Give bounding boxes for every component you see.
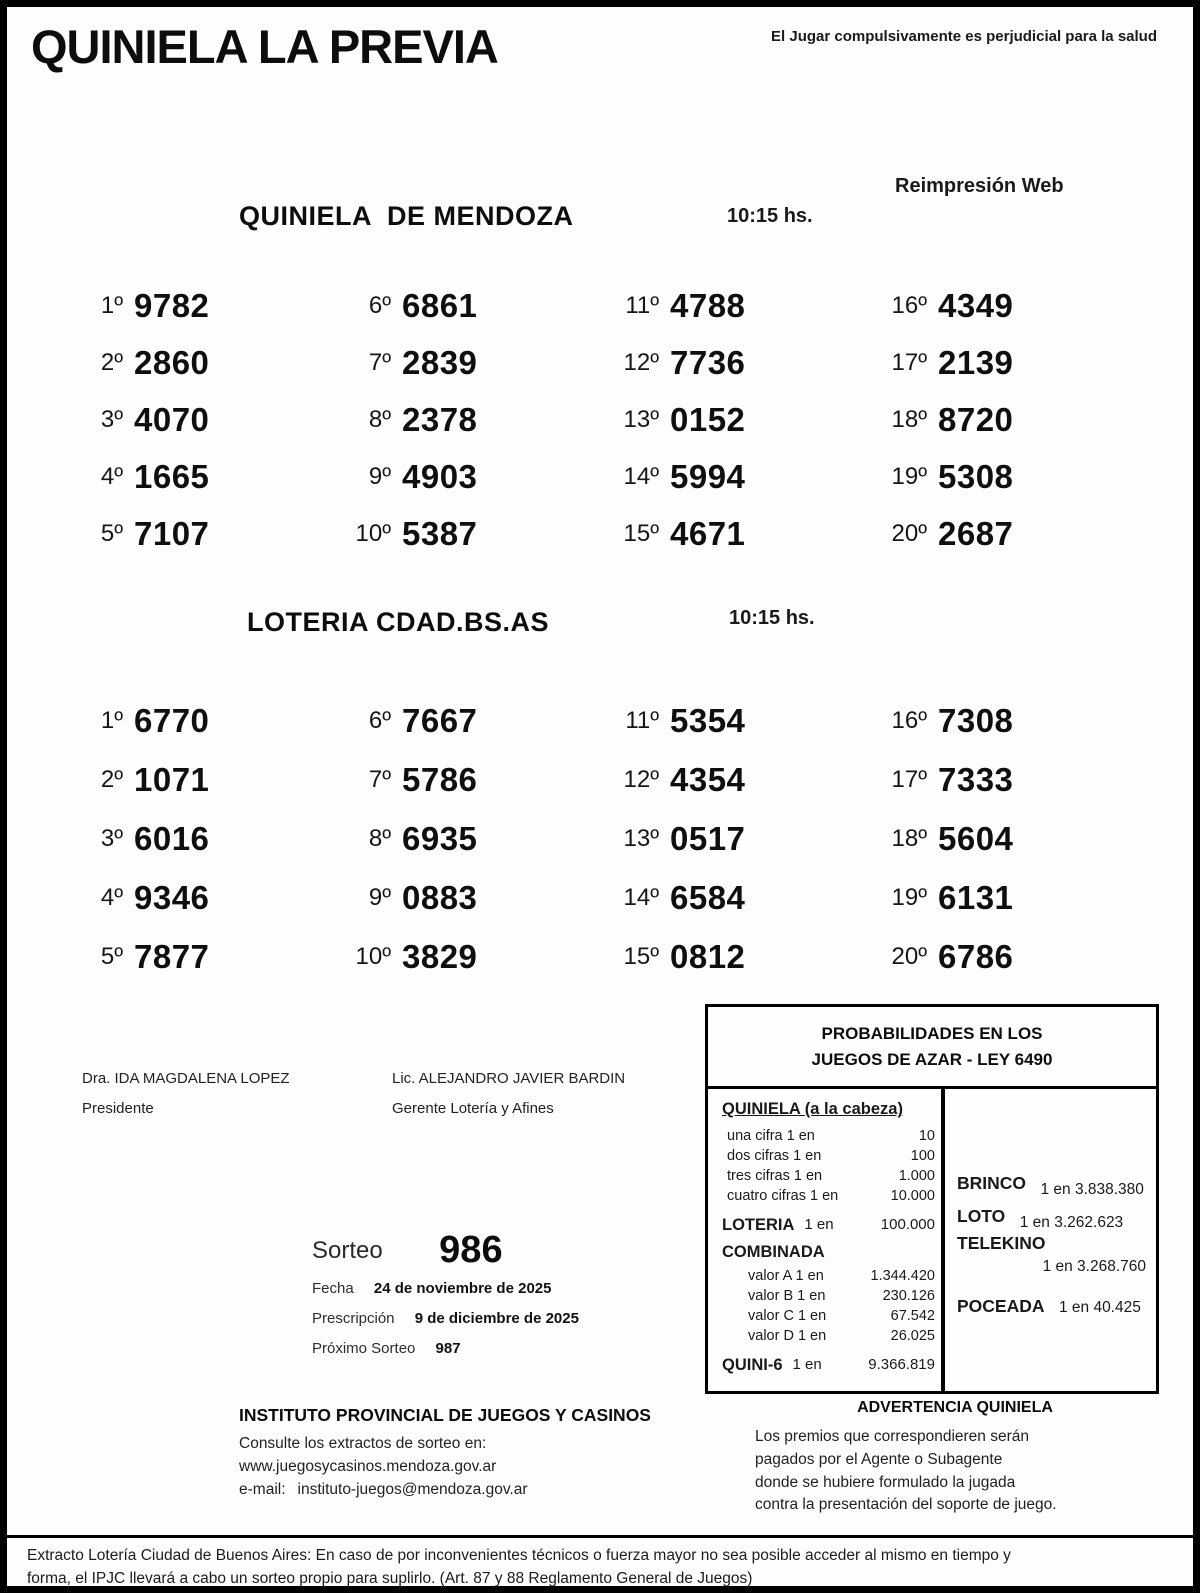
- odds-value: 1 en 3.262.623: [1019, 1214, 1124, 1231]
- institute-name: INSTITUTO PROVINCIAL DE JUEGOS Y CASINOS: [239, 1405, 651, 1425]
- result-number: 5786: [402, 760, 478, 798]
- next-draw-row: [312, 1340, 461, 1357]
- draw-date-value: 24 de noviembre de 2025: [373, 1280, 552, 1297]
- odds-value: 9.366.819: [868, 1356, 935, 1373]
- web-reprint-label: Reimpresión Web: [895, 175, 1064, 197]
- mendoza-draw-time: 10:15 hs.: [727, 205, 813, 227]
- result-number: 7877: [134, 938, 210, 976]
- result-cell: [337, 928, 605, 987]
- result-number: 7333: [938, 760, 1014, 798]
- official-president: [82, 1070, 290, 1117]
- result-cell: [605, 391, 873, 448]
- official-name: Lic. ALEJANDRO JAVIER BARDIN: [392, 1070, 626, 1087]
- odds-value: 100.000: [880, 1216, 935, 1233]
- telekino-odds: [957, 1233, 1146, 1276]
- result-position: 11º: [625, 706, 659, 734]
- quiniela-warning-line: contra la presentación del soporte de juego.: [755, 1496, 1057, 1514]
- result-position: 15º: [623, 943, 659, 971]
- result-number: 7308: [938, 701, 1014, 739]
- result-cell: [337, 334, 605, 391]
- odds-game-name: LOTERIA: [722, 1216, 795, 1234]
- result-cell: [873, 691, 1141, 750]
- result-cell: [69, 928, 337, 987]
- result-position: 4º: [100, 462, 123, 490]
- draw-date-row: [312, 1280, 551, 1297]
- official-manager: [392, 1070, 625, 1117]
- email-label: e-mail:: [239, 1480, 286, 1498]
- result-position: 8º: [368, 405, 391, 433]
- result-cell: [873, 869, 1141, 928]
- official-role: Gerente Lotería y Afines: [392, 1100, 554, 1117]
- result-position: 14º: [623, 462, 659, 490]
- result-cell: [337, 809, 605, 868]
- poceada-odds: [957, 1296, 1146, 1317]
- loteria-odds-row: [722, 1216, 935, 1235]
- official-role: Presidente: [82, 1100, 154, 1117]
- draw-number-row: [312, 1229, 503, 1272]
- result-position: 19º: [891, 462, 927, 490]
- odds-row: [722, 1166, 935, 1186]
- probabilities-box: [705, 1004, 1159, 1394]
- prescription-value: 9 de diciembre de 2025: [414, 1310, 579, 1327]
- result-number: 4349: [938, 286, 1014, 324]
- result-cell: [337, 750, 605, 809]
- odds-value: 100: [910, 1148, 935, 1164]
- result-number: 2139: [938, 343, 1014, 381]
- result-number: 4788: [670, 286, 746, 324]
- result-cell: [337, 505, 605, 562]
- official-name: Dra. IDA MAGDALENA LOPEZ: [82, 1070, 290, 1087]
- odds-value: 1 en 40.425: [1058, 1299, 1141, 1316]
- result-position: 18º: [891, 824, 927, 852]
- next-draw-label: Próximo Sorteo: [312, 1340, 416, 1357]
- health-warning-text: El Jugar compulsivamente es perjudicial para la salud: [771, 28, 1157, 45]
- odds-row: [722, 1266, 935, 1286]
- result-position: 14º: [623, 884, 659, 912]
- result-number: 0812: [670, 938, 746, 976]
- loto-odds: [957, 1206, 1146, 1231]
- result-cell: [337, 691, 605, 750]
- result-cell: [605, 448, 873, 505]
- result-number: 6016: [134, 819, 210, 857]
- result-cell: [69, 750, 337, 809]
- result-cell: [605, 928, 873, 987]
- result-position: 11º: [625, 291, 659, 319]
- result-position: 6º: [368, 706, 391, 734]
- quiniela-warning-title: ADVERTENCIA QUINIELA: [857, 1399, 1053, 1416]
- institute-consult-line: Consulte los extractos de sorteo en:: [239, 1435, 487, 1452]
- odds-value: 26.025: [890, 1328, 935, 1344]
- page-title: QUINIELA LA PREVIA: [31, 20, 498, 73]
- footer-line: Extracto Lotería Ciudad de Buenos Aires: En caso de por inconvenientes técnicos o fuerza mayor no sea posible acceder al mismo en tiempo y: [27, 1547, 1011, 1564]
- result-position: 13º: [623, 824, 659, 852]
- result-cell: [69, 869, 337, 928]
- result-cell: [605, 809, 873, 868]
- result-position: 6º: [368, 291, 391, 319]
- quiniela-warning-line: pagados por el Agente o Subagente: [755, 1450, 1003, 1468]
- result-cell: [337, 391, 605, 448]
- quini6-odds-row: [722, 1356, 935, 1375]
- result-cell: [873, 505, 1141, 562]
- result-cell: [873, 448, 1141, 505]
- odds-row: [722, 1286, 935, 1306]
- odds-value: 230.126: [882, 1288, 935, 1304]
- result-position: 3º: [100, 405, 123, 433]
- result-cell: [605, 869, 873, 928]
- result-cell: [873, 928, 1141, 987]
- result-number: 0152: [670, 400, 746, 438]
- result-number: 8720: [938, 400, 1014, 438]
- result-cell: [69, 448, 337, 505]
- result-number: 0883: [402, 879, 478, 917]
- prescription-label: Prescripción: [312, 1310, 395, 1327]
- result-number: 7107: [134, 514, 210, 552]
- result-cell: [69, 691, 337, 750]
- next-draw-value: 987: [435, 1340, 461, 1357]
- result-number: 2839: [402, 343, 478, 381]
- odds-row: [722, 1306, 935, 1326]
- result-number: 9346: [134, 879, 210, 917]
- quiniela-warning-line: donde se hubiere formulado la jugada: [755, 1473, 1016, 1491]
- result-position: 17º: [891, 348, 927, 376]
- footer-line: forma, el IPJC llevará a cabo un sorteo propio para suplirlo. (Art. 87 y 88 Reglamento General de Juegos): [27, 1570, 753, 1588]
- odds-value: 1 en 3.838.380: [1040, 1181, 1144, 1198]
- quiniela-odds-heading: QUINIELA (a la cabeza): [722, 1100, 903, 1118]
- result-position: 17º: [891, 765, 927, 793]
- probabilities-title-line1: PROBABILIDADES EN LOS: [821, 1024, 1043, 1043]
- quiniela-warning-line: Los premios que correspondieren serán: [755, 1428, 1029, 1445]
- odds-row: [722, 1126, 935, 1146]
- probabilities-title-line2: JUEGOS DE AZAR - LEY 6490: [811, 1049, 1053, 1069]
- result-number: 5354: [670, 701, 746, 739]
- institute-email-row: [239, 1479, 651, 1502]
- result-number: 9782: [134, 286, 210, 324]
- odds-value: 67.542: [890, 1308, 935, 1324]
- odds-label: una cifra 1 en: [727, 1128, 815, 1144]
- quiniela-warning-box: [755, 1399, 1155, 1517]
- odds-game-name: BRINCO: [957, 1173, 1027, 1193]
- mendoza-results-grid: [69, 277, 1141, 562]
- result-position: 13º: [623, 405, 659, 433]
- odds-game-name: LOTO: [957, 1206, 1006, 1226]
- result-cell: [69, 505, 337, 562]
- result-position: 19º: [891, 884, 927, 912]
- result-number: 6935: [402, 819, 478, 857]
- odds-label: valor B 1 en: [748, 1288, 826, 1304]
- probabilities-left-column: [708, 1089, 945, 1391]
- draw-date-label: Fecha: [312, 1280, 354, 1297]
- email-address: instituto-juegos@mendoza.gov.ar: [297, 1480, 528, 1498]
- result-number: 5994: [670, 457, 746, 495]
- result-cell: [873, 277, 1141, 334]
- result-number: 2687: [938, 514, 1014, 552]
- odds-mid: 1 en: [804, 1216, 834, 1233]
- result-position: 20º: [891, 519, 927, 547]
- result-number: 7667: [402, 701, 478, 739]
- result-cell: [69, 277, 337, 334]
- odds-row: [722, 1326, 935, 1346]
- result-position: 18º: [891, 405, 927, 433]
- result-position: 8º: [368, 824, 391, 852]
- odds-game-name: QUINI-6: [722, 1356, 783, 1374]
- result-number: 1665: [134, 457, 210, 495]
- result-cell: [873, 750, 1141, 809]
- result-position: 1º: [100, 706, 123, 734]
- institute-website: www.juegosycasinos.mendoza.gov.ar: [239, 1457, 497, 1475]
- result-cell: [605, 691, 873, 750]
- result-position: 7º: [368, 348, 391, 376]
- result-position: 16º: [891, 706, 927, 734]
- odds-label: valor C 1 en: [748, 1308, 827, 1324]
- result-position: 1º: [100, 291, 123, 319]
- odds-value: 1 en 3.268.760: [1042, 1258, 1146, 1275]
- result-position: 10º: [355, 519, 391, 547]
- odds-label: cuatro cifras 1 en: [727, 1188, 839, 1204]
- result-number: 3829: [402, 938, 478, 976]
- result-cell: [69, 391, 337, 448]
- odds-label: valor D 1 en: [748, 1328, 827, 1344]
- result-number: 2378: [402, 400, 478, 438]
- odds-value: 1.344.420: [870, 1268, 935, 1284]
- odds-value: 10.000: [890, 1188, 935, 1204]
- result-position: 2º: [100, 348, 123, 376]
- odds-label: valor A 1 en: [748, 1268, 824, 1284]
- combinada-heading: COMBINADA: [722, 1243, 825, 1261]
- probabilities-title: [708, 1007, 1156, 1089]
- result-position: 15º: [623, 519, 659, 547]
- result-number: 5604: [938, 819, 1014, 857]
- result-number: 6770: [134, 701, 210, 739]
- bsas-draw-title: LOTERIA CDAD.BS.AS: [247, 607, 550, 637]
- result-position: 9º: [368, 462, 391, 490]
- result-number: 6786: [938, 938, 1014, 976]
- probabilities-body: [708, 1089, 1156, 1391]
- result-cell: [69, 334, 337, 391]
- odds-value: 1.000: [898, 1168, 935, 1184]
- result-position: 9º: [368, 884, 391, 912]
- result-cell: [605, 277, 873, 334]
- result-position: 5º: [100, 519, 123, 547]
- brinco-odds: [957, 1173, 1146, 1198]
- footer-note: [27, 1544, 1167, 1591]
- prescription-row: [312, 1310, 579, 1327]
- bsas-results-grid: [69, 691, 1141, 987]
- institute-block: [239, 1405, 651, 1501]
- result-cell: [69, 809, 337, 868]
- result-number: 6584: [670, 879, 746, 917]
- result-number: 6131: [938, 879, 1014, 917]
- result-position: 3º: [100, 824, 123, 852]
- bsas-draw-time: 10:15 hs.: [729, 607, 815, 629]
- result-position: 12º: [623, 765, 659, 793]
- result-number: 4070: [134, 400, 210, 438]
- result-position: 10º: [355, 943, 391, 971]
- odds-game-name: POCEADA: [957, 1296, 1045, 1316]
- result-number: 2860: [134, 343, 210, 381]
- result-position: 2º: [100, 765, 123, 793]
- draw-number-value: 986: [439, 1229, 503, 1271]
- odds-label: tres cifras 1 en: [727, 1168, 823, 1184]
- result-number: 5308: [938, 457, 1014, 495]
- result-number: 1071: [134, 760, 210, 798]
- result-number: 4354: [670, 760, 746, 798]
- result-number: 7736: [670, 343, 746, 381]
- result-number: 0517: [670, 819, 746, 857]
- result-number: 6861: [402, 286, 478, 324]
- result-position: 4º: [100, 884, 123, 912]
- odds-game-name: TELEKINO: [957, 1233, 1046, 1253]
- odds-label: dos cifras 1 en: [727, 1148, 822, 1164]
- result-position: 12º: [623, 348, 659, 376]
- footer-divider: [7, 1535, 1193, 1538]
- result-cell: [605, 750, 873, 809]
- odds-row: [722, 1146, 935, 1166]
- result-number: 4903: [402, 457, 478, 495]
- result-cell: [873, 334, 1141, 391]
- result-cell: [605, 334, 873, 391]
- result-position: 7º: [368, 765, 391, 793]
- result-cell: [605, 505, 873, 562]
- result-number: 5387: [402, 514, 478, 552]
- result-position: 16º: [891, 291, 927, 319]
- result-cell: [337, 277, 605, 334]
- result-cell: [337, 869, 605, 928]
- odds-mid: 1 en: [792, 1356, 822, 1373]
- result-position: 20º: [891, 943, 927, 971]
- result-cell: [873, 809, 1141, 868]
- odds-row: [722, 1186, 935, 1206]
- result-number: 4671: [670, 514, 746, 552]
- odds-value: 10: [918, 1128, 935, 1144]
- probabilities-right-column: [945, 1089, 1156, 1391]
- result-position: 5º: [100, 943, 123, 971]
- result-cell: [337, 448, 605, 505]
- mendoza-draw-title: QUINIELA DE MENDOZA: [239, 201, 574, 231]
- draw-number-label: Sorteo: [312, 1237, 383, 1264]
- result-cell: [873, 391, 1141, 448]
